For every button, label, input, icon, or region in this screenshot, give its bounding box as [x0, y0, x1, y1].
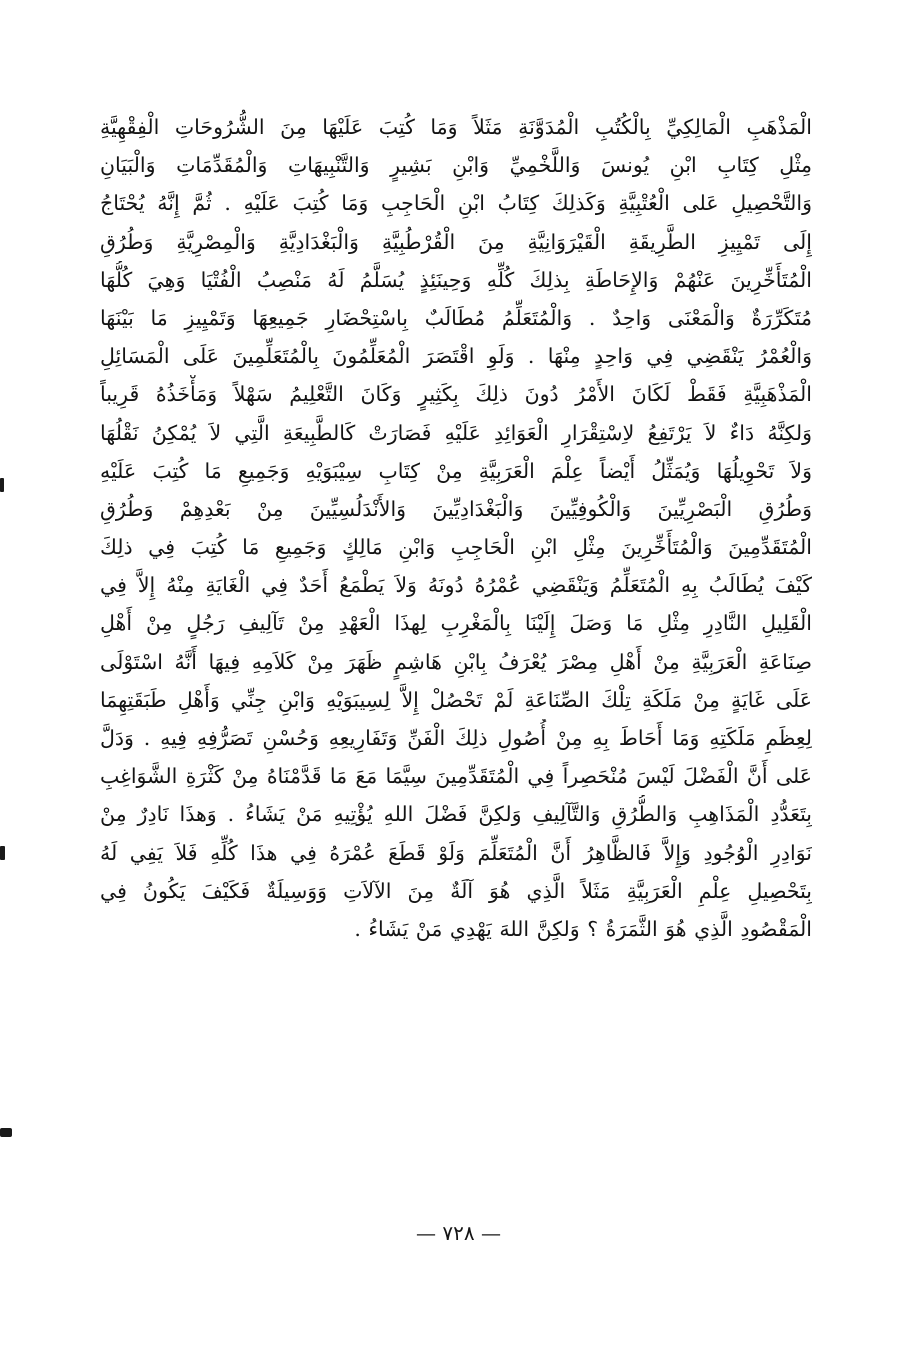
scan-edge-mark: [0, 846, 5, 860]
scan-edge-mark: [0, 1128, 12, 1137]
text-line-12: الْمُتَقَدِّمِينَ وَالْمُتَأَخِّرِينَ مِثْلِ ابْنِ الْحَاجِبِ وَابْنِ مَالِكٍ وَجَمِيعِ مَا كُتِبَ فِي ذلِكَ: [100, 535, 812, 560]
text-line-22: الْمَقْصُودِ الَّذِي هُوَ الثَّمَرَةُ ؟ وَلكِنَّ اللهَ يَهْدِي مَنْ يَشَاءُ .: [354, 916, 812, 941]
text-line-13: كَيْفَ يُطَالَبُ بِهِ الْمُتَعَلِّمُ وَيَنْقَضِي عُمْرُهُ دُونَهُ وَلاَ يَطْمَعُ أَحَدٌ فِي الْغَايَةِ مِنْهُ إِلاَّ فِي: [100, 573, 812, 598]
text-line-21: بِتَحْصِيلِ عِلْمِ الْعَرَبِيَّةِ مَثَلاً الَّذِي هُوَ آلَةٌ مِنَ الآلاَتِ وَوَسِيلَةٌ فَكَيْفَ يَكُونُ فِي: [100, 878, 812, 903]
text-line-10: وَلاَ تَحْوِيلُهَا وَيُمَثِّلُ أَيْضاً عِلْمَ الْعَرَبِيَّةِ مِنْ كِتَابِ سِيْبَوَيْهِ وَجَمِيعِ مَا كُتِبَ عَلَيْهِ: [100, 458, 812, 483]
scan-edge-mark: [0, 478, 4, 492]
text-line-19: بِتَعَدُّدِ الْمَذَاهِبِ وَالطُّرُقِ وَالتَّآلِيفِ وَلكِنَّ فَضْلَ اللهِ يُؤْتِيهِ مَنْ يَشَاءُ . وَهذَا نَادِرٌ مِنْ: [100, 802, 812, 827]
text-line-5: الْمُتَأَخِّرِينَ عَنْهُمْ وَالإِحَاطَةِ بِذلِكَ كُلِّهِ وَحِينَئِذٍ يُسَلَّمُ لَهُ مَنْصِبُ الْفُتْيَا وَهِيَ كُلُّهَا: [100, 267, 812, 292]
page-number: — ٧٢٨ —: [416, 1221, 501, 1245]
text-line-4: إِلَى تَمْيِيزِ الطَّرِيقَةِ الْقَيْرَوَانِيَّةِ مِنَ الْقُرْطُبِيَّةِ وَالْبَغْدَادِيَّةِ وَالْمِصْرِيَّةِ وَطُرُقِ: [100, 229, 812, 254]
text-line-7: وَالْعُمْرُ يَنْقَضِي فِي وَاحِدٍ مِنْهَا . وَلَوِ اقْتَصَرَ الْمُعَلِّمُونَ بِالْمُتَعَلِّمِينَ عَلَى الْمَسَائِلِ: [100, 344, 812, 369]
body-text: [100, 108, 812, 948]
text-line-1: الْمَذْهَبِ الْمَالِكِيِّ بِالْكُتُبِ الْمُدَوَّنَةِ مَثَلاً وَمَا كُتِبَ عَلَيْهَا مِنَ الشُّرُوحَاتِ الْفِقْهِيَّةِ: [100, 115, 812, 139]
text-line-17: لِعِظَمِ مَلَكَتِهِ وَمَا أَحَاطَ بِهِ مِنْ أُصُولِ ذلِكَ الْفَنِّ وَتَفَارِيعِهِ وَحُسْنِ تَصَرُّفِهِ فِيهِ . وَدَلَّ: [100, 726, 812, 750]
text-line-6: مُتَكَرِّرَةٌ وَالْمَعْنَى وَاحِدٌ . وَالْمُتَعَلِّمُ مُطَالَبٌ بِاسْتِحْضَارِ جَمِيعِهَا وَتَمْيِيزِ مَا بَيْنَهَا: [100, 305, 812, 330]
text-line-18: عَلى أَنَّ الْفَضْلَ لَيْسَ مُنْحَصِراً فِي الْمُتَقَدِّمِينَ سِيَّمَا مَعَ مَا قَدَّمْنَاهُ مِنْ كَثْرَةِ الشَّوَاغِبِ: [100, 764, 812, 789]
text-line-2: مِثْلِ كِتَابِ ابْنِ يُونسَ وَاللَّخْمِيِّ وَابْنِ بَشِيرٍ وَالتَّنْبِيهَاتِ وَالْمُقَدِّمَاتِ وَالْبَيَانِ: [100, 153, 812, 178]
text-line-15: صِنَاعَةِ الْعَرَبِيَّةِ مِنْ أَهْلِ مِصْرَ يُعْرَفُ بِابْنِ هَاشِمٍ ظَهَرَ مِنْ كَلاَمِهِ فِيهَا أَنَّهُ اسْتَوْلَى: [100, 649, 812, 674]
text-line-16: عَلَى غَايَةٍ مِنْ مَلَكَةِ تِلْكَ الصِّنَاعَةِ لَمْ تَحْصُلْ إِلاَّ لِسِيبَوَيْهِ وَابْنِ جِنِّي وَأَهْلِ طَبَقَتِهِمَا: [100, 687, 812, 712]
text-line-9: وَلكِنَّهُ دَاءٌ لاَ يَرْتَفِعُ لاِسْتِقْرَارِ الْعَوَائِدِ عَلَيْهِ فَصَارَتْ كَالطَّبِيعَةِ الَّتِي لاَ يُمْكِنُ نَقْلُهَا: [100, 420, 812, 445]
text-line-3: وَالتَّحْصِيلِ عَلى الْعُتْبِيَّةِ وَكَذلِكَ كِتَابُ ابْنِ الْحَاجِبِ وَمَا كُتِبَ عَلَيْهِ . ثُمَّ إِنَّهُ يُحْتَاجُ: [100, 191, 812, 216]
text-line-14: الْقَلِيلِ النَّادِرِ مِثْلِ مَا وَصَلَ إِلَيْنَا بِالْمَغْرِبِ لِهذَا الْعَهْدِ مِنْ تَآلِيفِ رَجُلٍ مِنْ أَهْلِ: [100, 611, 812, 636]
text-line-11: وَطُرُقِ الْبَصْرِيِّينَ وَالْكُوفِيِّينَ وَالْبَغْدَادِيِّينَ وَالأَنْدَلُسِيِّينَ مِنْ بَعْدِهِمْ وَطُرُقِ: [100, 496, 812, 521]
text-line-20: نَوَادِرِ الْوُجُودِ وَإِلاَّ فَالظَّاهِرُ أَنَّ الْمُتَعَلِّمَ وَلَوْ قَطَعَ عُمْرَهُ فِي هذَا كُلِّهِ فَلاَ يَفِي لَهُ: [100, 840, 812, 865]
text-line-8: الْمَذْهَبِيَّةِ فَقَطْ لَكَانَ الأَمْرُ دُونَ ذلِكَ بِكَثِيرٍ وَكَانَ التَّعْلِيمُ سَهْلاً وَمَأْخَذُهُ قَرِيباً: [100, 382, 812, 407]
